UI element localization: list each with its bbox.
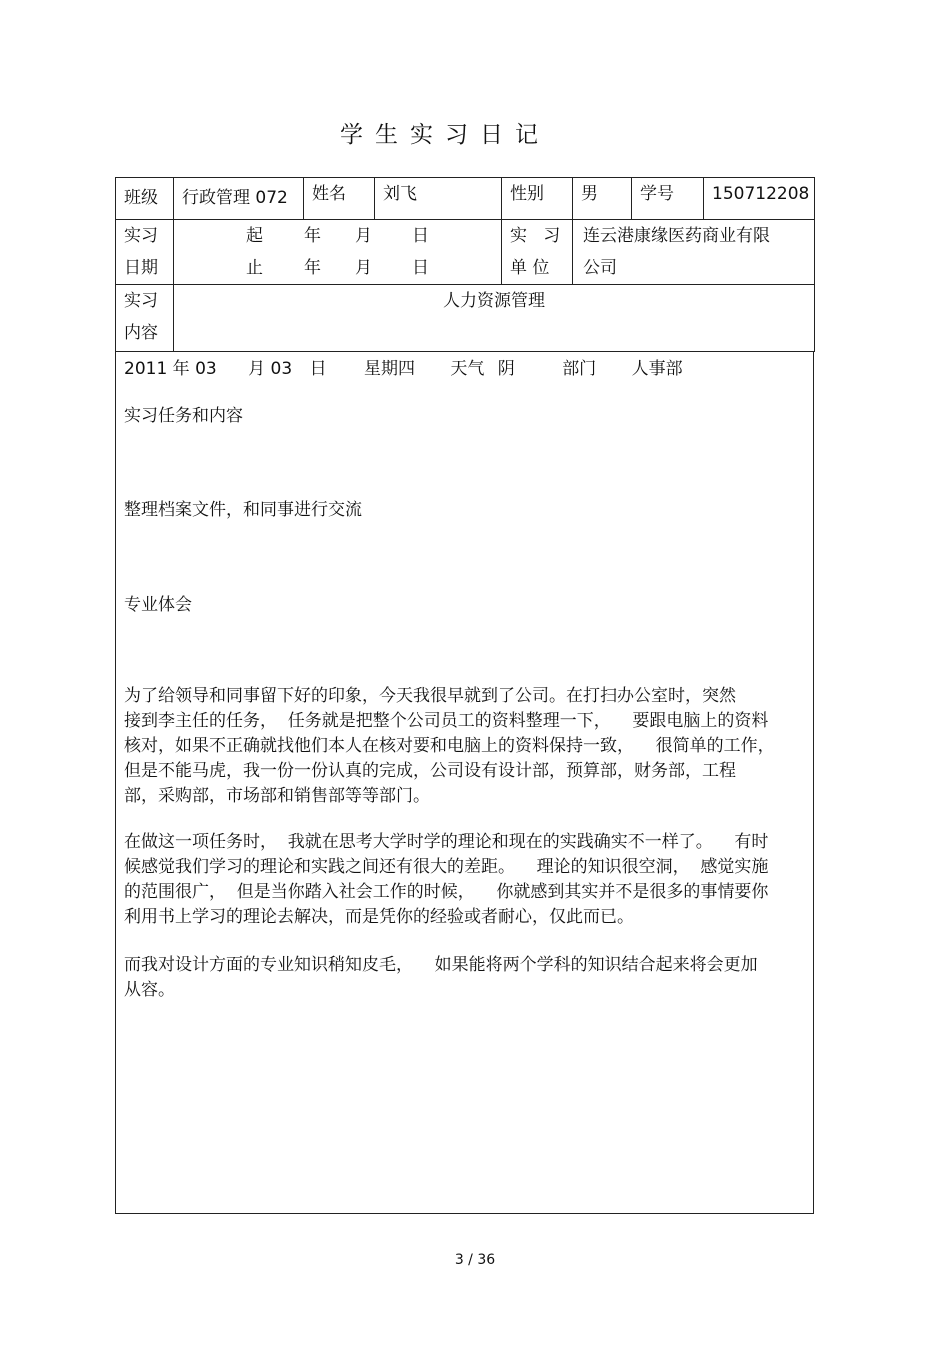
start-kind: 起 [246,226,263,246]
paragraph-line: 利用书上学习的理论去解决，而是凭你的经验或者耐心，仅此而已。 [124,907,634,927]
content-label-line2: 内容 [124,323,158,343]
entry-year: 2011 年 03 [124,359,217,379]
dept-value: 人事部 [631,359,683,379]
start-year: 年 [304,226,321,246]
paragraph-line: 从容。 [124,980,175,1000]
paragraph-line: 部，采购部，市场部和销售部等等部门。 [124,786,430,806]
weather-label: 天气 [450,359,485,379]
insight-heading: 专业体会 [124,595,192,615]
dept-label: 部门 [562,359,597,379]
paragraph-line: 但是不能马虎，我一份一份认真的完成，公司设有设计部，预算部，财务部，工程 [124,761,736,781]
end-day: 日 [412,258,429,278]
paragraph-line: 核对，如果不正确就找他们本人在核对要和电脑上的资料保持一致， 很简单的工作， [124,736,775,756]
class-label: 班级 [124,188,158,208]
task-heading: 实习任务和内容 [124,406,243,426]
paragraph-line: 接到李主任的任务， 任务就是把整个公司员工的资料整理一下， 要跟电脑上的资料 [124,711,769,731]
paragraph-line: 在做这一项任务时， 我就在思考大学时学的理论和现在的实践确实不一样了。 有时 [124,832,769,852]
page-title: 学生实习日记 [340,122,550,148]
gender-value: 男 [581,184,598,204]
id-value: 150712208 [712,184,810,204]
period-label-line2: 日期 [124,258,158,278]
entry-month: 月 03 [248,359,293,379]
journal-entry [115,352,814,1214]
paragraph-line: 的范围很广， 但是当你踏入社会工作的时候， 你就感到其实并不是很多的事情要你 [124,882,769,902]
paragraph-line: 候感觉我们学习的理论和实践之间还有很大的差距。 理论的知识很空洞， 感觉实施 [124,857,769,877]
start-month: 月 [355,226,372,246]
info-table [115,177,815,352]
name-label: 姓名 [312,184,346,204]
unit-value-line1: 连云港康缘医药商业有限 [583,226,770,246]
period-start [246,220,429,252]
paragraph-line: 而我对设计方面的专业知识稍知皮毛， 如果能将两个学科的知识结合起来将会更加 [124,955,758,975]
page-number: 3 / 36 [454,1252,496,1268]
entry-day: 日 [309,359,327,379]
class-value: 行政管理 072 [182,188,288,208]
task-text: 整理档案文件，和同事进行交流 [124,500,362,520]
weather-value: 阴 [497,359,515,379]
unit-value-line2: 公司 [583,258,617,278]
end-month: 月 [355,258,372,278]
paragraph-line: 为了给领导和同事留下好的印象，今天我很早就到了公司。在打扫办公室时，突然 [124,686,736,706]
name-value: 刘飞 [383,184,417,204]
content-label-line1: 实习 [124,291,158,311]
paragraph-2 [124,830,809,930]
paragraph-1 [124,684,809,809]
start-day: 日 [412,226,429,246]
entry-date-line [124,354,683,379]
gender-label: 性别 [510,184,544,204]
period-end [246,252,429,284]
id-label: 学号 [640,184,674,204]
end-kind: 止 [246,258,263,278]
paragraph-3 [124,953,809,1003]
content-value: 人力资源管理 [443,291,545,311]
period-label-line1: 实习 [124,226,158,246]
end-year: 年 [304,258,321,278]
entry-weekday: 星期四 [363,359,415,379]
unit-label-line1: 实 习 [510,226,561,246]
unit-label-line2: 单 位 [510,258,550,278]
